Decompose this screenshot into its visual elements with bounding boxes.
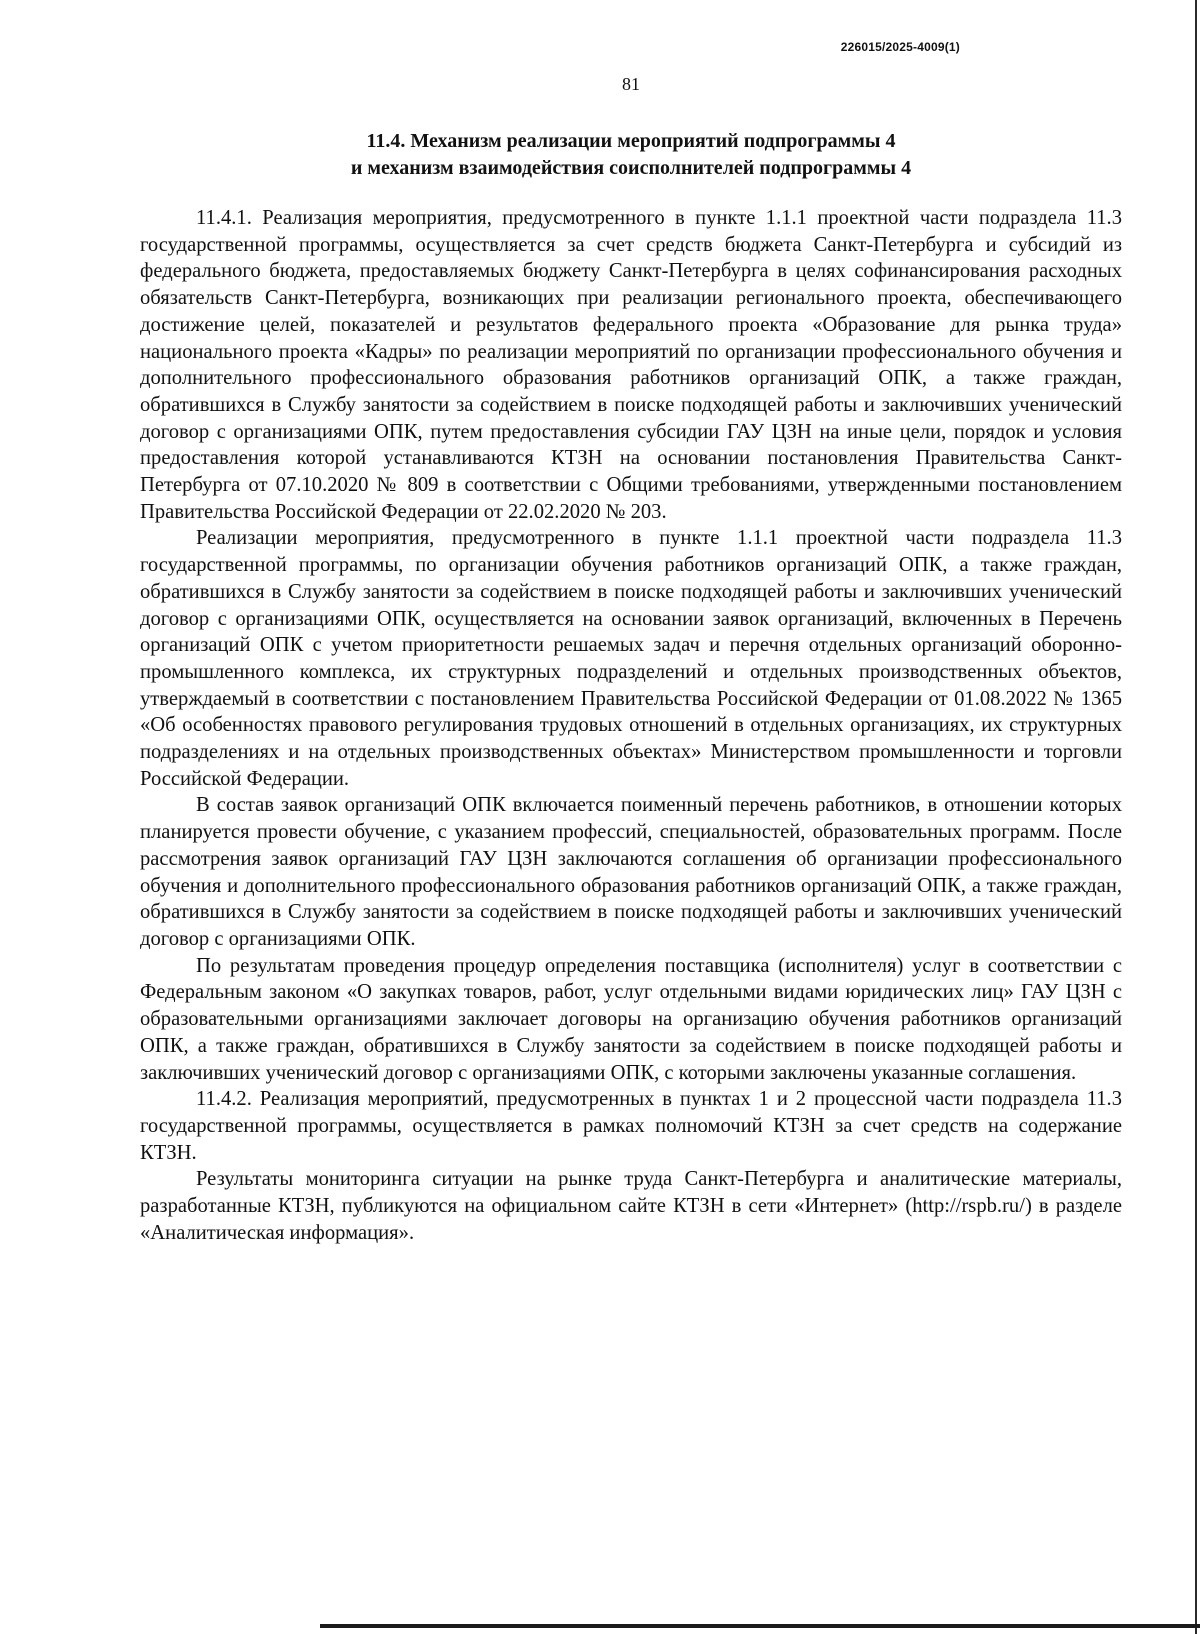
- scan-edge-line: [1195, 0, 1197, 1634]
- scan-bottom-edge: [320, 1624, 1200, 1628]
- paragraph-monitoring-results: Результаты мониторинга ситуации на рынке труда Санкт-Петербурга и аналитические материалы, разработанные КТЗН, публикуются на официальном сайте КТЗН в сети «Интернет» (http://rspb.ru/) в разделе «Аналитическая информация».: [140, 1168, 1122, 1244]
- paragraph-procurement: По результатам проведения процедур определения поставщика (исполнителя) услуг в соответствии с Федеральным законом «О закупках товаров, работ, услуг отдельными видами юридических лиц» ГАУ ЦЗН с образовательными организациями заключает договоры на организацию обучения работников организаций ОПК, а также граждан, обратившихся в Службу занятости за содействием в поиске подходящей работы и заключивших ученический договор с организациями ОПК, с которыми заключены указанные соглашения.: [140, 954, 1122, 1084]
- section-heading: [140, 128, 1122, 182]
- paragraph-11-4-2: 11.4.2. Реализация мероприятий, предусмотренных в пунктах 1 и 2 процессной части подраздела 11.3 государственной программы, осуществляется в рамках полномочий КТЗН за счет средств на содержание КТЗН.: [140, 1088, 1122, 1164]
- section-heading-line-2: и механизм взаимодействия соисполнителей подпрограммы 4: [350, 157, 912, 179]
- section-heading-line-1: 11.4. Механизм реализации мероприятий подпрограммы 4: [366, 130, 896, 152]
- paragraph-11-4-1: 11.4.1. Реализация мероприятия, предусмотренного в пункте 1.1.1 проектной части подраздела 11.3 государственной программы, осуществляется за счет средств бюджета Санкт-Петербурга и субсидий из федерального бюджета, предоставляемых бюджету Санкт-Петербурга в целях софинансирования расходных обязательств Санкт-Петербурга, возникающих при реализации регионального проекта, обеспечивающего достижение целей, показателей и результатов федерального проекта «Образование для рынка труда» национального проекта «Кадры» по реализации мероприятий по организации профессионального обучения и дополнительного профессионального образования работников организаций ОПК, а также граждан, обратившихся в Службу занятости за содействием в поиске подходящей работы и заключивших ученический договор с организациями ОПК, путем предоставления субсидии ГАУ ЦЗН на иные цели, порядок и условия предоставления которой устанавливаются КТЗН на основании постановления Правительства Санкт-Петербурга от 07.10.2020 № 809 в соответствии с Общими требованиями, утвержденными постановлением Правительства Российской Федерации от 22.02.2020 № 203.: [140, 207, 1122, 523]
- document-registration-number: 226015/2025-4009(1): [840, 40, 960, 54]
- document-body: [140, 205, 1122, 1246]
- paragraph-implementation-opk: Реализации мероприятия, предусмотренного в пункте 1.1.1 проектной части подраздела 11.3 государственной программы, по организации обучения работников организаций ОПК, а также граждан, обратившихся в Службу занятости за содействием в поиске подходящей работы и заключивших ученический договор с организациями ОПК, осуществляется на основании заявок организаций, включенных в Перечень организаций ОПК с учетом приоритетности решаемых задач и перечня отдельных организаций оборонно-промышленного комплекса, их структурных подразделений и отдельных производственных объектов, утверждаемый в соответствии с постановлением Правительства Российской Федерации от 01.08.2022 № 1365 «Об особенностях правового регулирования трудовых отношений в отдельных организациях, их структурных подразделениях и на отдельных производственных объектах» Министерством промышленности и торговли Российской Федерации.: [140, 527, 1122, 790]
- page-number: 81: [622, 74, 640, 94]
- paragraph-applications: В состав заявок организаций ОПК включается поименный перечень работников, в отношении которых планируется провести обучение, с указанием профессий, специальностей, образовательных программ. После рассмотрения заявок организаций ГАУ ЦЗН заключаются соглашения об организации профессионального обучения и дополнительного профессионального образования работников организаций ОПК, а также граждан, обратившихся в Службу занятости за содействием в поиске подходящей работы и заключивших ученический договор с организациями ОПК.: [140, 794, 1122, 950]
